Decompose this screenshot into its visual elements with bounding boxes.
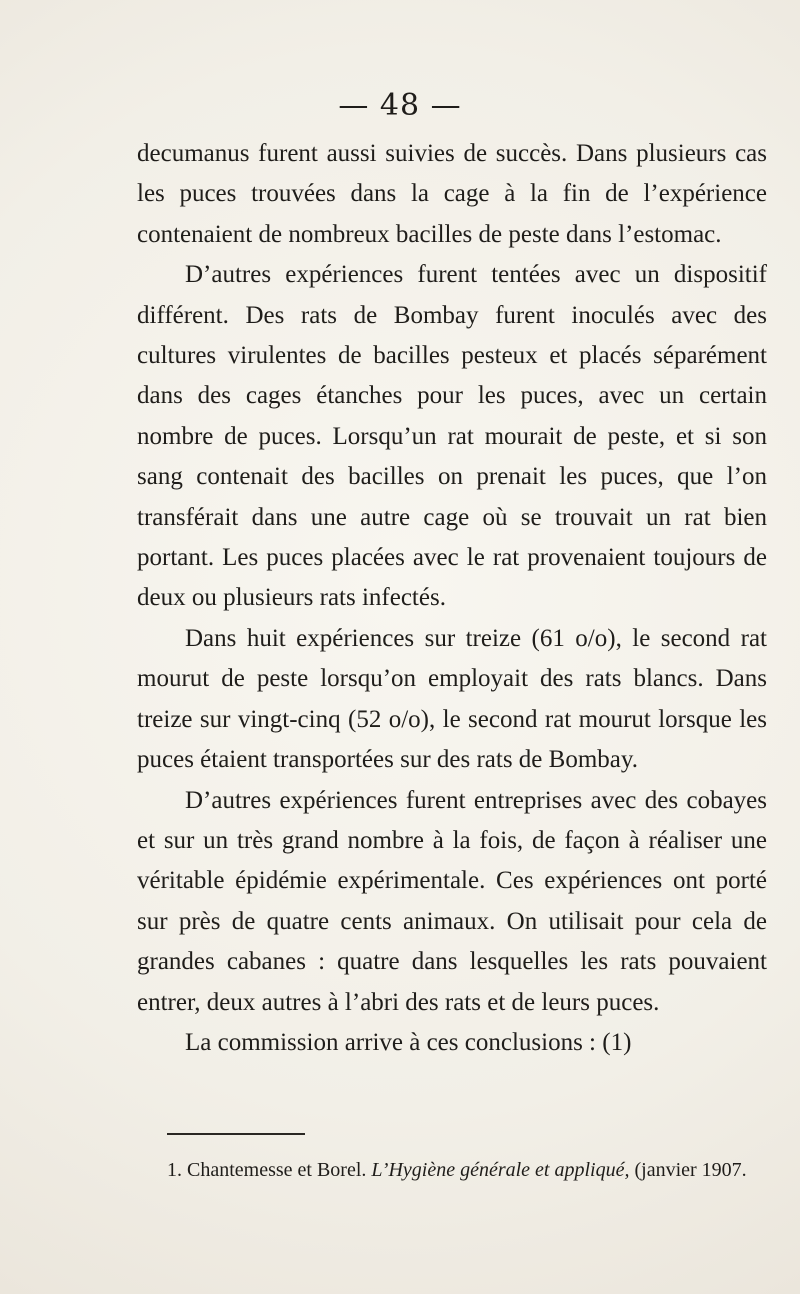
paragraph-4: D’autres expériences furent entreprises avec des cobayes et sur un très grand nombre à la fois, de façon à réaliser une véritable épidémie expérimentale. Ces expériences ont porté sur près de quatre cents animaux. On utilisait pour cela de grandes cabanes : quatre dans lesquelles les rats pouvaient entrer, deux autres à l’abri des rats et de leurs puces.	[137, 786, 767, 1016]
paragraph-1: decumanus furent aussi suivies de succès. Dans plusieurs cas les puces trouvées dans la cage à la fin de l’expérience contenaient de nombreux bacilles de peste dans l’estomac.	[137, 140, 767, 248]
footnote-marker: 1.	[167, 1159, 182, 1181]
footnote-date: (janvier 1907.	[634, 1159, 747, 1181]
footnote	[137, 1154, 767, 1186]
footnote-text	[137, 1154, 767, 1186]
main-text	[137, 134, 767, 1063]
paragraph-2: D’autres expériences furent tentées avec un dispositif différent. Des rats de Bombay furent inoculés avec des cultures virulentes de bacilles pesteux et placés séparément dans des cages étanches pour les puces, avec un certain nombre de puces. Lorsqu’un rat mourait de peste, et si son sang contenait des bacilles on prenait les puces, que l’on transférait dans une autre cage où se trouvait un rat bien portant. Les puces placées avec le rat provenaient toujours de deux ou plusieurs rats infectés.	[137, 261, 767, 612]
footnote-divider	[167, 1133, 305, 1135]
footnote-authors: Chantemesse et Borel.	[187, 1159, 367, 1181]
paragraph-5: La commission arrive à ces conclusions : (1)	[185, 1028, 632, 1056]
page-number: — 48 —	[338, 88, 462, 123]
paragraph-3: Dans huit expériences sur treize (61 o/o), le second rat mourut de peste lorsqu’on employait des rats blancs. Dans treize sur vingt-cinq (52 o/o), le second rat mourut lorsque les puces étaient transportées sur des rats de Bombay.	[137, 624, 767, 774]
footnote-title: L’Hygiène générale et appliqué,	[371, 1159, 630, 1181]
